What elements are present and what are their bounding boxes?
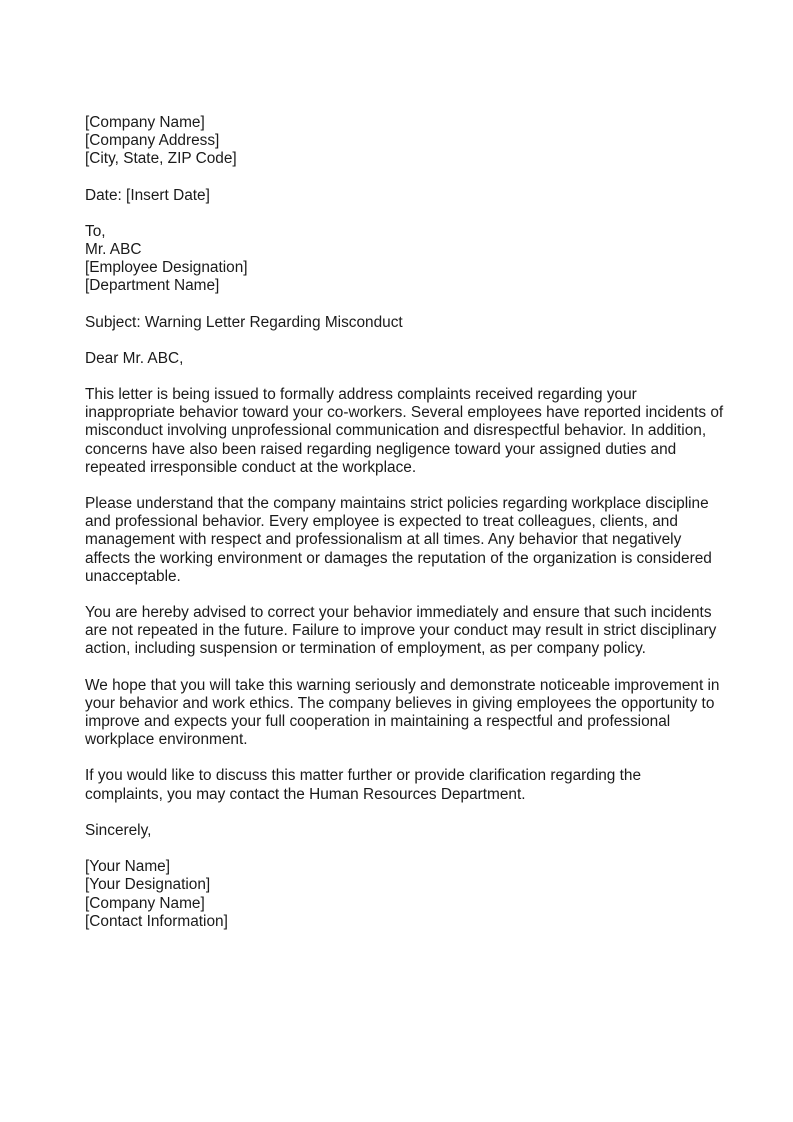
paragraph-line: Please understand that the company maintains strict policies regarding workplace discipline bbox=[85, 495, 709, 513]
signature-contact-information: [Contact Information] bbox=[85, 912, 228, 930]
paragraph-line: unacceptable. bbox=[85, 567, 181, 585]
body-paragraph bbox=[85, 386, 725, 477]
recipient-block bbox=[85, 223, 725, 296]
signature-your-name: [Your Name] bbox=[85, 858, 170, 876]
salutation-block bbox=[85, 350, 725, 368]
recipient-department: [Department Name] bbox=[85, 277, 220, 295]
letter-body bbox=[85, 386, 725, 804]
recipient-designation: [Employee Designation] bbox=[85, 259, 248, 277]
sender-city-state-zip: [City, State, ZIP Code] bbox=[85, 150, 237, 168]
paragraph-line: You are hereby advised to correct your behavior immediately and ensure that such incidents bbox=[85, 604, 712, 622]
signature-your-designation: [Your Designation] bbox=[85, 876, 211, 894]
paragraph-line: your behavior and work ethics. The company believes in giving employees the opportunity to bbox=[85, 694, 715, 712]
letter-document bbox=[85, 114, 725, 949]
signature-block bbox=[85, 858, 725, 931]
paragraph-line: management with respect and professionalism at all times. Any behavior that negatively bbox=[85, 531, 682, 549]
body-paragraph bbox=[85, 495, 725, 586]
sender-address-block bbox=[85, 114, 725, 169]
paragraph-line: complaints, you may contact the Human Resources Department. bbox=[85, 785, 526, 803]
paragraph-line: We hope that you will take this warning seriously and demonstrate noticeable improvement in bbox=[85, 676, 720, 694]
sender-company-address: [Company Address] bbox=[85, 132, 220, 150]
paragraph-line: workplace environment. bbox=[85, 731, 248, 749]
letter-closing: Sincerely, bbox=[85, 821, 152, 839]
paragraph-line: This letter is being issued to formally address complaints received regarding your bbox=[85, 386, 637, 404]
date-block bbox=[85, 187, 725, 205]
recipient-to: To, bbox=[85, 222, 106, 240]
subject-block bbox=[85, 314, 725, 332]
paragraph-line: repeated irresponsible conduct at the workplace. bbox=[85, 458, 417, 476]
signature-company-name: [Company Name] bbox=[85, 894, 205, 912]
recipient-name: Mr. ABC bbox=[85, 241, 142, 259]
closing-block bbox=[85, 822, 725, 840]
paragraph-line: affects the working environment or damages the reputation of the organization is considered bbox=[85, 549, 712, 567]
paragraph-line: action, including suspension or termination of employment, as per company policy. bbox=[85, 640, 646, 658]
paragraph-line: are not repeated in the future. Failure to improve your conduct may result in strict disciplinary bbox=[85, 622, 717, 640]
body-paragraph bbox=[85, 604, 725, 659]
paragraph-line: and professional behavior. Every employee is expected to treat colleagues, clients, and bbox=[85, 513, 678, 531]
paragraph-line: misconduct involving unprofessional communication and disrespectful behavior. In addition, bbox=[85, 422, 707, 440]
letter-subject: Subject: Warning Letter Regarding Misconduct bbox=[85, 313, 403, 331]
letter-date: Date: [Insert Date] bbox=[85, 186, 210, 204]
paragraph-line: inappropriate behavior toward your co-workers. Several employees have reported incidents of bbox=[85, 404, 724, 422]
body-paragraph bbox=[85, 677, 725, 750]
letter-salutation: Dear Mr. ABC, bbox=[85, 349, 184, 367]
body-paragraph bbox=[85, 767, 725, 803]
paragraph-line: concerns have also been raised regarding negligence toward your assigned duties and bbox=[85, 440, 677, 458]
paragraph-line: improve and expects your full cooperation in maintaining a respectful and professional bbox=[85, 713, 671, 731]
paragraph-line: If you would like to discuss this matter further or provide clarification regarding the bbox=[85, 767, 642, 785]
sender-company-name: [Company Name] bbox=[85, 114, 205, 131]
